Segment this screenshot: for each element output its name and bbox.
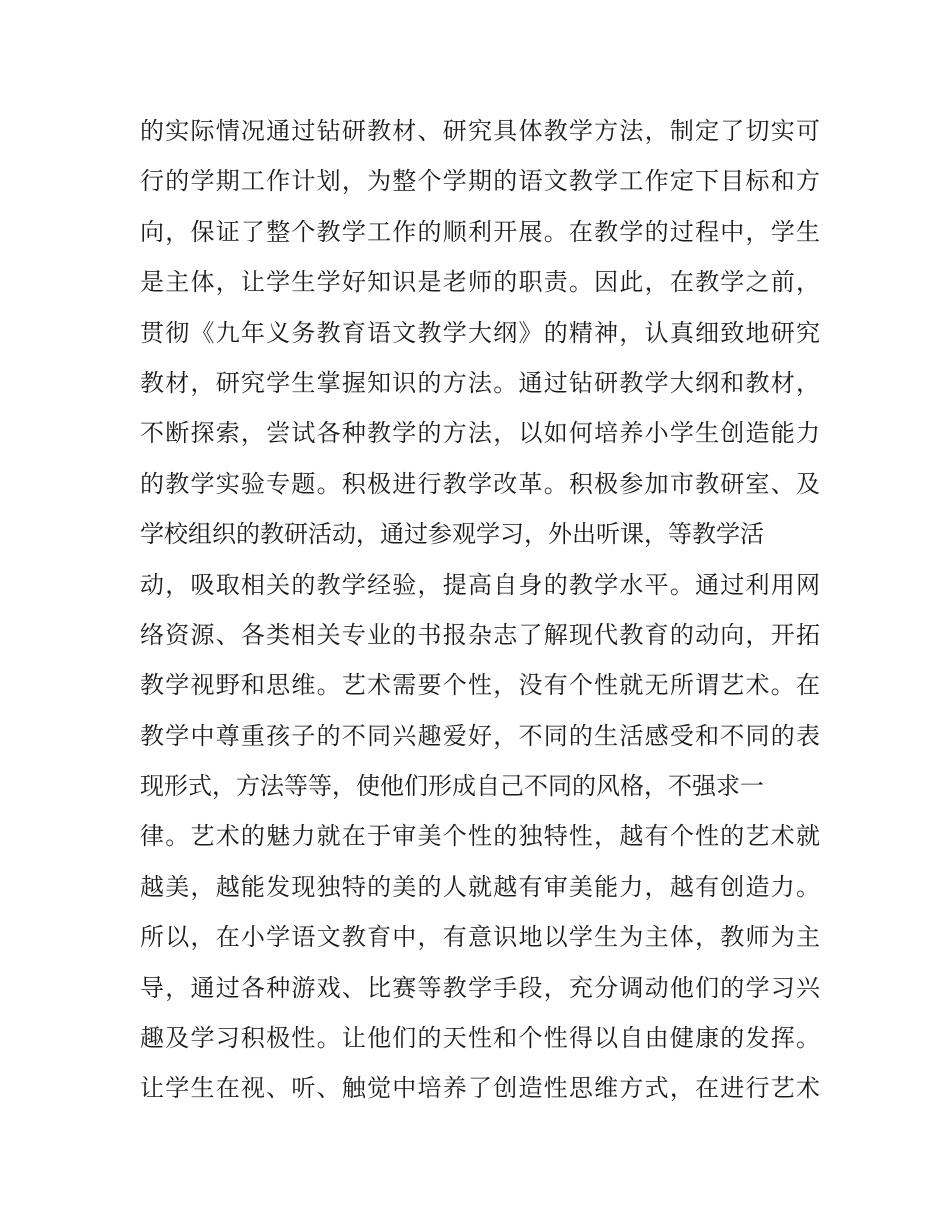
text-line: 现形式，方法等等，使他们形成自己不同的风格，不强求一 [140,772,764,801]
text-line: 的教学实验专题。积极进行教学改革。积极参加市教研室、及 [140,469,820,498]
body-text [140,106,820,1114]
text-line: 贯彻《九年义务教育语文教学大纲》的精神，认真细致地研究 [140,318,820,347]
text-line: 络资源、各类相关专业的书报杂志了解现代教育的动向，开拓 [140,620,820,649]
text-line: 教学中尊重孩子的不同兴趣爱好，不同的生活感受和不同的表 [140,721,820,750]
text-line: 律。艺术的魅力就在于审美个性的独特性，越有个性的艺术就 [140,822,820,851]
text-line: 学校组织的教研活动，通过参观学习，外出听课，等教学活 [140,520,764,549]
text-line: 所以，在小学语文教育中，有意识地以学生为主体，教师为主 [140,923,820,952]
text-line: 不断探索，尝试各种教学的方法，以如何培养小学生创造能力 [140,419,820,448]
text-line: 是主体，让学生学好知识是老师的职责。因此，在教学之前， [140,268,820,297]
text-line: 动，吸取相关的教学经验，提高自身的教学水平。通过利用网 [140,570,820,599]
text-line: 导，通过各种游戏、比赛等教学手段，充分调动他们的学习兴 [140,973,820,1002]
text-line: 让学生在视、听、触觉中培养了创造性思维方式，在进行艺术 [140,1074,820,1103]
text-line: 行的学期工作计划，为整个学期的语文教学工作定下目标和方 [140,167,820,196]
text-line: 教学视野和思维。艺术需要个性，没有个性就无所谓艺术。在 [140,671,820,700]
text-line: 的实际情况通过钻研教材、研究具体教学方法，制定了切实可 [140,117,820,145]
text-line: 越美，越能发现独特的美的人就越有审美能力，越有创造力。 [140,872,820,901]
text-line: 趣及学习积极性。让他们的天性和个性得以自由健康的发挥。 [140,1024,820,1053]
text-line: 向，保证了整个教学工作的顺利开展。在教学的过程中，学生 [140,217,820,246]
text-line: 教材，研究学生掌握知识的方法。通过钻研教学大纲和教材， [140,368,820,397]
